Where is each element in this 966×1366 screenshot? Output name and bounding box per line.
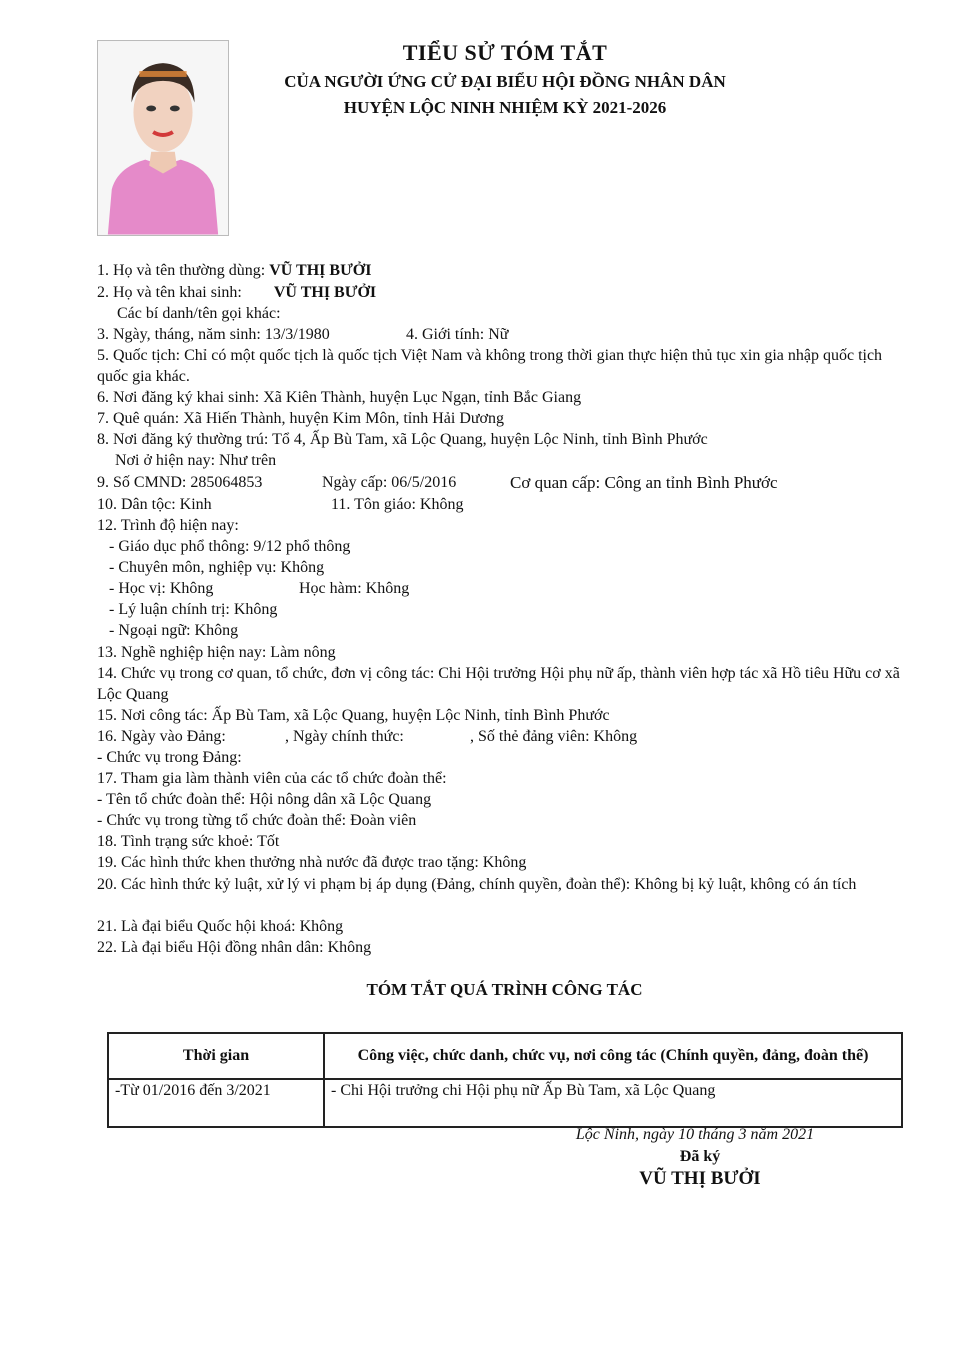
item-12-e: - Ngoại ngữ: Không: [109, 622, 239, 639]
work-history-table: [107, 1032, 903, 1128]
document-subtitle-1: CỦA NGƯỜI ỨNG CỬ ĐẠI BIỂU HỘI ĐỒNG NHÂN DÂN: [284, 72, 726, 91]
item-19: 19. Các hình thức khen thưởng nhà nước đã được trao tặng: Không: [97, 854, 527, 871]
table-row: [108, 1079, 902, 1127]
item-9-date: Ngày cấp: 06/5/2016: [322, 474, 457, 491]
item-3: 3. Ngày, tháng, năm sinh: 13/3/1980: [97, 326, 330, 343]
item-18: 18. Tình trạng sức khoẻ: Tốt: [97, 833, 280, 850]
item-16-d: - Chức vụ trong Đảng:: [97, 749, 242, 766]
item-12-b: - Chuyên môn, nghiệp vụ: Không: [109, 559, 325, 576]
item-2-value: VŨ THỊ BƯỞI: [273, 284, 377, 301]
cell-job: - Chi Hội trưởng chi Hội phụ nữ Ấp Bù Tam, xã Lộc Quang: [324, 1079, 902, 1127]
signature-name: VŨ THỊ BƯỞI: [639, 1168, 761, 1189]
signature-signed: Đã ký: [679, 1148, 721, 1165]
item-12: 12. Trình độ hiện nay:: [97, 517, 239, 534]
item-1-label: 1. Họ và tên thường dùng:: [97, 262, 266, 279]
item-17-a: - Tên tổ chức đoàn thể: Hội nông dân xã Lộc Quang: [97, 791, 432, 808]
item-10: 10. Dân tộc: Kinh: [97, 496, 212, 513]
item-17: 17. Tham gia làm thành viên của các tổ chức đoàn thể:: [97, 770, 447, 787]
cell-time: -Từ 01/2016 đến 3/2021: [108, 1079, 324, 1127]
item-1-value: VŨ THỊ BƯỞI: [269, 262, 372, 279]
item-11: 11. Tôn giáo: Không: [331, 496, 464, 513]
candidate-photo: [97, 40, 229, 236]
item-12-c2: Học hàm: Không: [299, 580, 410, 597]
item-7: 7. Quê quán: Xã Hiến Thành, huyện Kim Môn, tỉnh Hải Dương: [97, 410, 504, 427]
item-12-a: - Giáo dục phổ thông: 9/12 phổ thông: [109, 538, 351, 555]
signature-place-date: Lộc Ninh, ngày 10 tháng 3 năm 2021: [575, 1126, 815, 1143]
document-subtitle-2: HUYỆN LỘC NINH NHIỆM KỲ 2021-2026: [343, 98, 667, 117]
item-8: 8. Nơi đăng ký thường trú: Tổ 4, Ấp Bù Tam, xã Lộc Quang, huyện Lộc Ninh, tỉnh Bình Phước: [97, 431, 708, 448]
item-16-a: 16. Ngày vào Đảng:: [97, 728, 226, 745]
item-2-alias: Các bí danh/tên gọi khác:: [117, 305, 281, 322]
item-2-label: 2. Họ và tên khai sinh:: [97, 284, 242, 301]
item-22: 22. Là đại biểu Hội đồng nhân dân: Không: [97, 939, 372, 956]
item-5: 5. Quốc tịch: Chỉ có một quốc tịch là quốc tịch Việt Nam và không trong thời gian thực hiện thủ tục xin gia nhập quốc tịch quốc gia khác.: [97, 347, 883, 385]
item-17-b: - Chức vụ trong từng tổ chức đoàn thể: Đoàn viên: [97, 812, 417, 829]
item-1: [97, 260, 371, 281]
table-header-row: [108, 1033, 902, 1079]
document-title: TIỂU SỬ TÓM TẮT: [402, 40, 608, 65]
item-2: [97, 282, 376, 303]
item-12-c: - Học vị: Không: [109, 580, 214, 597]
item-16-b: , Ngày chính thức:: [285, 728, 404, 745]
item-12-d: - Lý luận chính trị: Không: [109, 601, 278, 618]
item-9: 9. Số CMND: 285064853: [97, 474, 263, 491]
item-4: 4. Giới tính: Nữ: [406, 326, 509, 343]
item-16-c: , Số thẻ đảng viên: Không: [470, 728, 638, 745]
item-13: 13. Nghề nghiệp hiện nay: Làm nông: [97, 644, 336, 661]
column-header-job: Công việc, chức danh, chức vụ, nơi công tác (Chính quyền, đảng, đoàn thể): [324, 1033, 902, 1079]
item-8-current: Nơi ở hiện nay: Như trên: [115, 452, 277, 469]
item-21: 21. Là đại biểu Quốc hội khoá: Không: [97, 918, 344, 935]
item-6: 6. Nơi đăng ký khai sinh: Xã Kiên Thành, huyện Lục Ngạn, tỉnh Bắc Giang: [97, 389, 582, 406]
item-9-agency: Cơ quan cấp: Công an tỉnh Bình Phước: [510, 473, 778, 492]
item-20: 20. Các hình thức kỷ luật, xử lý vi phạm bị áp dụng (Đảng, chính quyền, đoàn thể): Không bị kỷ luật, không có án tích: [97, 876, 857, 893]
work-history-title: TÓM TẮT QUÁ TRÌNH CÔNG TÁC: [366, 980, 643, 999]
item-14: 14. Chức vụ trong cơ quan, tổ chức, đơn vị công tác: Chi Hội trưởng Hội phụ nữ ấp, thành viên hợp tác xã Hồ tiêu Hữu cơ xã Lộc Quang: [97, 665, 900, 703]
item-15: 15. Nơi công tác: Ấp Bù Tam, xã Lộc Quang, huyện Lộc Ninh, tỉnh Bình Phước: [97, 707, 610, 724]
column-header-time: Thời gian: [108, 1033, 324, 1079]
